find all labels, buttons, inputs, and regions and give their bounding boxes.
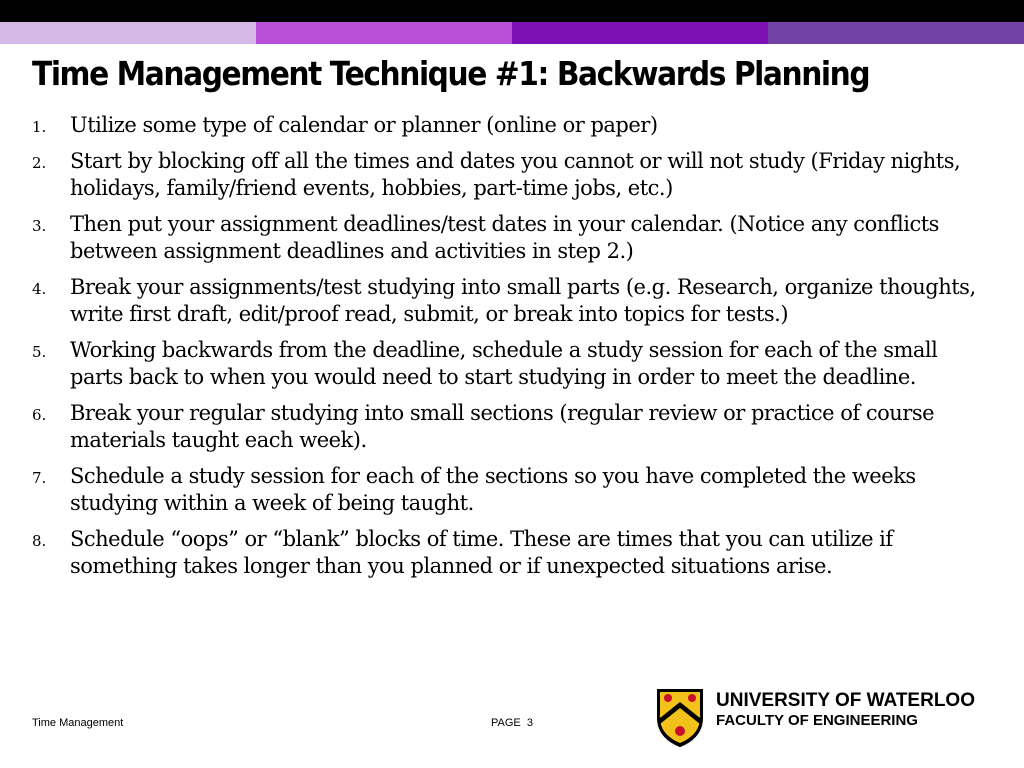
list-item bbox=[32, 526, 992, 581]
top-black-bar bbox=[0, 0, 1024, 22]
header-stripe-4 bbox=[768, 22, 1024, 44]
list-item-text: Then put your assignment deadlines/test dates in your calendar. (Notice any conflicts between assignment deadlines and activities in step 2.) bbox=[70, 211, 939, 263]
list-item bbox=[32, 400, 992, 455]
list-item-text: Utilize some type of calendar or planner (online or paper) bbox=[70, 113, 658, 137]
list-item-number: 8. bbox=[32, 531, 47, 550]
header-stripe-3 bbox=[512, 22, 768, 44]
slide-title: Time Management Technique #1: Backwards Planning bbox=[32, 54, 870, 93]
list-item-text: Schedule a study session for each of the sections so you have completed the weeks studying within a week of being taught. bbox=[70, 463, 916, 515]
footer-course-title: Time Management bbox=[32, 717, 124, 729]
list-item-text: Working backwards from the deadline, schedule a study session for each of the small parts back to when you would need to start studying in order to meet the deadline. bbox=[70, 337, 938, 389]
list-item-text: Break your assignments/test studying into small parts (e.g. Research, organize thoughts, write first draft, edit/proof read, submit, or break into topics for tests.) bbox=[70, 274, 976, 326]
list-item-number: 4. bbox=[32, 279, 47, 298]
university-crest-icon bbox=[656, 688, 704, 748]
logo-faculty-name: FACULTY OF ENGINEERING bbox=[716, 712, 918, 729]
list-item-text: Schedule “oops” or “blank” blocks of time. These are times that you can utilize if something takes longer than you planned or if unexpected situations arise. bbox=[70, 526, 893, 578]
page-number: PAGE 3 bbox=[491, 717, 533, 729]
list-item bbox=[32, 463, 992, 518]
header-stripe-2 bbox=[256, 22, 512, 44]
list-item-text: Start by blocking off all the times and dates you cannot or will not study (Friday nights, holidays, family/friend events, hobbies, part-time jobs, etc.) bbox=[70, 148, 961, 200]
list-item bbox=[32, 337, 992, 392]
header-stripe-1 bbox=[0, 22, 256, 44]
list-item-number: 3. bbox=[32, 216, 47, 235]
university-logo bbox=[656, 688, 1008, 750]
logo-university-name: UNIVERSITY OF WATERLOO bbox=[716, 690, 975, 711]
list-item-number: 5. bbox=[32, 342, 47, 361]
list-item-number: 2. bbox=[32, 153, 47, 172]
list-item bbox=[32, 148, 992, 203]
list-item bbox=[32, 211, 992, 266]
technique-steps-list bbox=[32, 112, 992, 589]
list-item-number: 1. bbox=[32, 118, 47, 136]
list-item-text: Break your regular studying into small sections (regular review or practice of course materials taught each week). bbox=[70, 400, 935, 452]
list-item bbox=[32, 112, 992, 140]
list-item-number: 6. bbox=[32, 405, 47, 424]
list-item-number: 7. bbox=[32, 468, 47, 487]
list-item bbox=[32, 274, 992, 329]
